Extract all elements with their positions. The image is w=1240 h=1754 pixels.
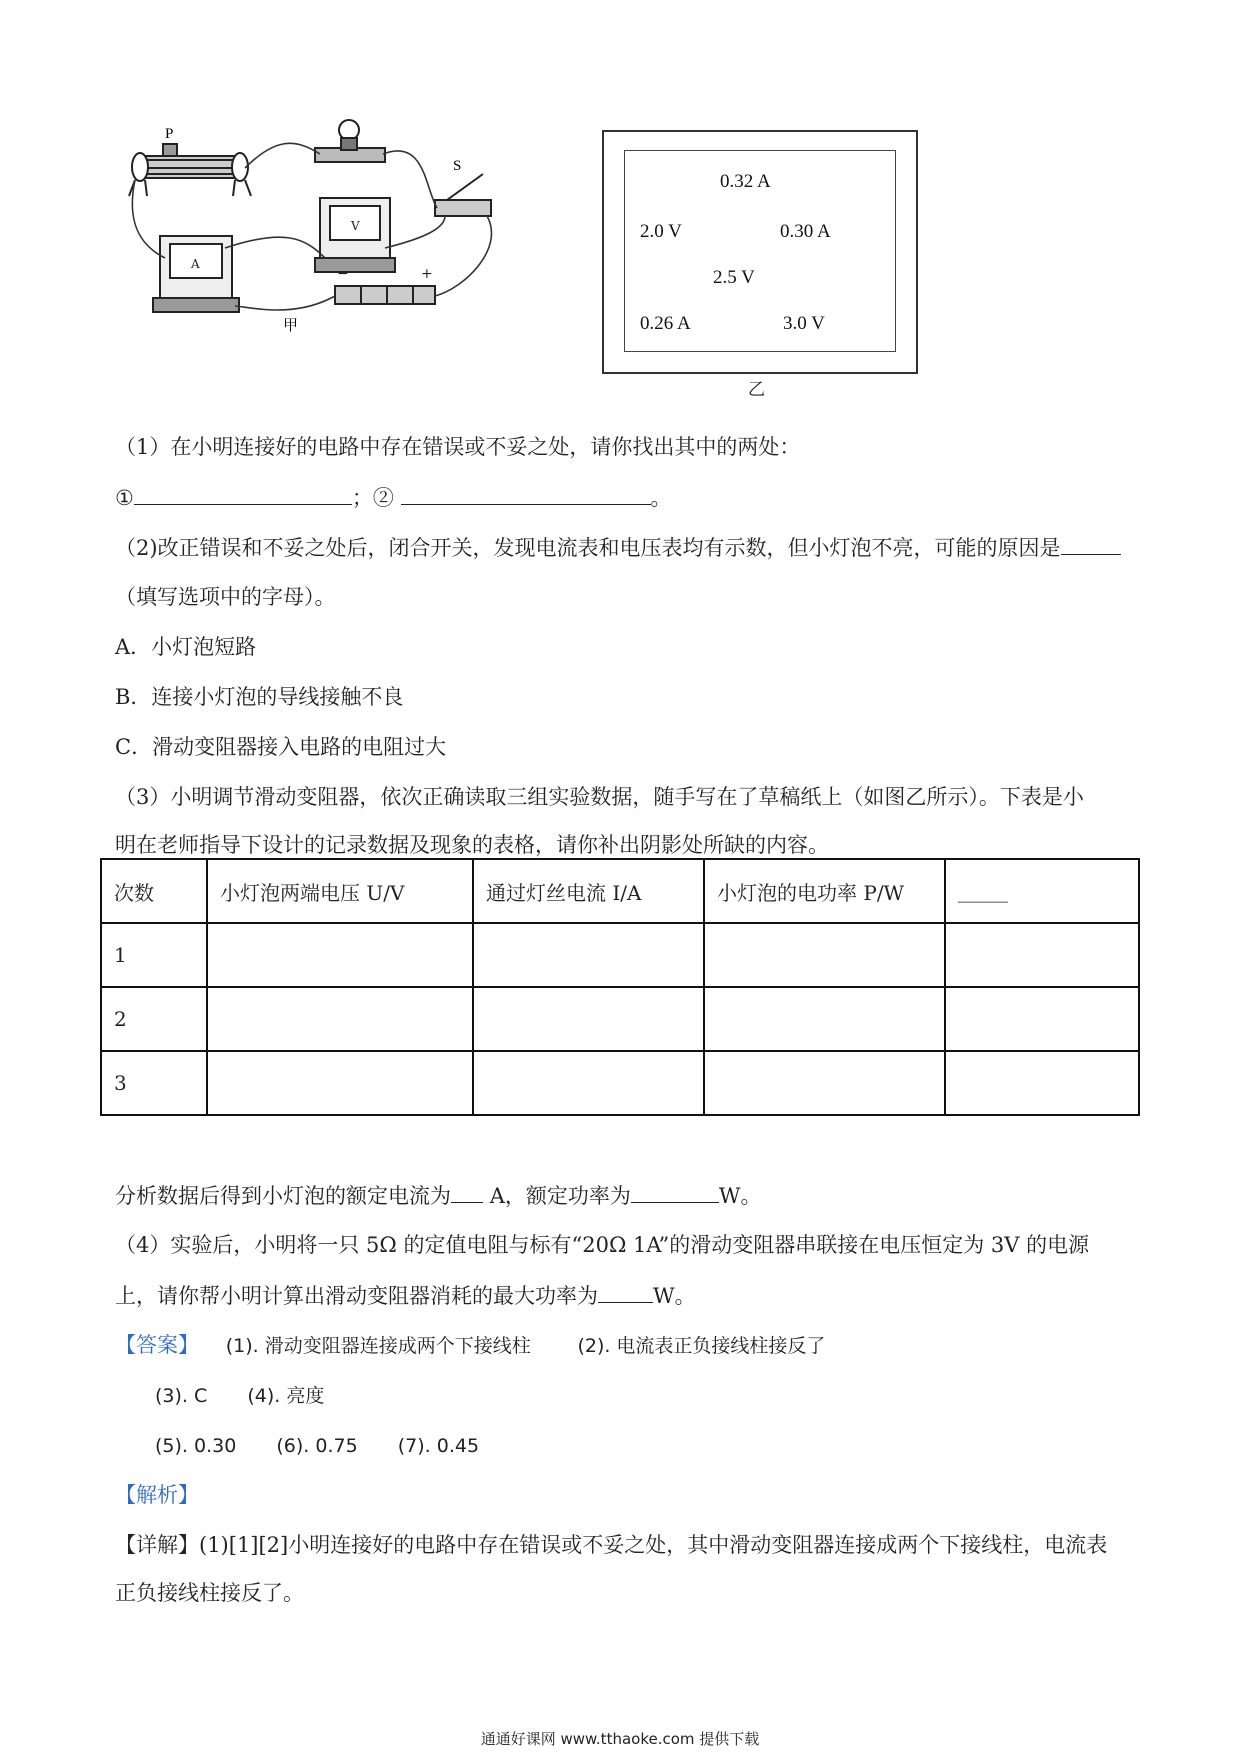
table-cell (207, 987, 473, 1051)
table-cell (945, 923, 1139, 987)
sketch-value: 2.0 V (640, 221, 682, 242)
question-3-line1: （3）小明调节滑动变阻器，依次正确读取三组实验数据，随手写在了草稿纸上（如图乙所示）。下表是小 (115, 785, 1084, 809)
table-row (101, 987, 1139, 1051)
after-text: W。 (718, 1184, 762, 1208)
table-cell (704, 987, 945, 1051)
sketch-paper-inner (624, 150, 896, 352)
question-2-line2: （填写选项中的字母）。 (115, 585, 336, 609)
table-cell: 3 (101, 1051, 207, 1115)
after-text: A，额定功率为 (489, 1184, 631, 1208)
table-cell (945, 1051, 1139, 1115)
answer-blank (451, 1180, 483, 1203)
label-s: S (453, 158, 462, 174)
answer-line3 (155, 1430, 479, 1461)
svg-text:A: A (191, 257, 200, 271)
answer-line2 (155, 1380, 324, 1411)
table-cell: 1 (101, 923, 207, 987)
analysis-detail-line2: 正负接线柱接反了。 (115, 1581, 304, 1605)
switch-icon (435, 174, 491, 216)
table-cell (207, 1051, 473, 1115)
option-c: C．滑动变阻器接入电路的电阻过大 (115, 735, 447, 759)
table-row (101, 923, 1139, 987)
table-cell: 2 (101, 987, 207, 1051)
table-cell (473, 923, 704, 987)
table-header-row (101, 859, 1139, 923)
record-table (100, 858, 1140, 1116)
caption-jia: 甲 (283, 316, 299, 334)
question-2-line1 (115, 532, 1121, 563)
sketch-paper (602, 130, 918, 374)
answer-blank (1061, 532, 1121, 555)
blank-mark-1: ① (115, 486, 134, 510)
answer-item: (2). 电流表正负接线柱接反了 (577, 1335, 826, 1357)
answer-item: (7). 0.45 (397, 1435, 480, 1457)
answer-blank (401, 482, 651, 505)
option-a: A．小灯泡短路 (115, 635, 257, 659)
sketch-value: 3.0 V (783, 313, 825, 334)
question-4-end: W。 (653, 1284, 696, 1308)
after-text: 分析数据后得到小灯泡的额定电流为 (115, 1184, 451, 1208)
circuit-diagram (125, 118, 585, 378)
answer-blank (134, 482, 352, 505)
sketch-value: 0.32 A (720, 171, 771, 192)
voltmeter-icon (315, 198, 395, 272)
question-2-text: （2)改正错误和不妥之处后，闭合开关，发现电流表和电压表均有示数，但小灯泡不亮，可能的原因是 (115, 536, 1061, 560)
table-header-cell: 小灯泡两端电压 U/V (207, 859, 473, 923)
answer-label: 【答案】 (115, 1333, 199, 1357)
question-3-line2: 明在老师指导下设计的记录数据及现象的表格，请你补出阴影处所缺的内容。 (115, 833, 829, 857)
sketch-value: 2.5 V (713, 267, 755, 288)
svg-text:+: + (421, 266, 433, 282)
table-cell (473, 1051, 704, 1115)
answer-blank (598, 1280, 653, 1303)
answer-item: (5). 0.30 (155, 1435, 237, 1457)
analysis-detail-line1: 【详解】(1)[1][2]小明连接好的电路中存在错误或不妥之处，其中滑动变阻器连接成两个下接线柱，电流表 (115, 1533, 1108, 1557)
question-4-line1: （4）实验后，小明将一只 5Ω 的定值电阻与标有“20Ω 1A”的滑动变阻器串联接在电压恒定为 3V 的电源 (115, 1233, 1090, 1257)
sketch-value: 0.30 A (780, 221, 831, 242)
lamp-icon (315, 120, 385, 162)
svg-text:V: V (351, 219, 360, 233)
question-4-line2 (115, 1280, 696, 1311)
table-header-cell: 通过灯丝电流 I/A (473, 859, 704, 923)
table-header-cell: _____ (945, 859, 1139, 923)
blank-end: 。 (650, 486, 672, 510)
label-p: P (165, 126, 174, 142)
sketch-value: 0.26 A (640, 313, 691, 334)
table-row (101, 1051, 1139, 1115)
answer-item: (4). 亮度 (247, 1385, 325, 1407)
svg-text:−: − (337, 266, 349, 282)
table-cell (704, 1051, 945, 1115)
answer-item: (1). 滑动变阻器连接成两个下接线柱 (225, 1335, 531, 1357)
question-3-after (115, 1180, 761, 1211)
answer-line1 (115, 1330, 825, 1361)
question-1: （1）在小明连接好的电路中存在错误或不妥之处，请你找出其中的两处： (115, 435, 801, 459)
table-header-cell: 次数 (101, 859, 207, 923)
analysis-label: 【解析】 (115, 1483, 199, 1507)
answer-item: (3). C (155, 1385, 208, 1407)
option-b: B．连接小灯泡的导线接触不良 (115, 685, 404, 709)
answer-item: (6). 0.75 (276, 1435, 358, 1457)
question-1-blanks (115, 482, 672, 513)
table-cell (945, 987, 1139, 1051)
table-cell (704, 923, 945, 987)
table-cell (207, 923, 473, 987)
page-footer: 通通好课网 www.tthaoke.com 提供下载 (480, 1730, 760, 1748)
blank-mark-2: ② (372, 486, 394, 510)
table-header-cell: 小灯泡的电功率 P/W (704, 859, 945, 923)
caption-yi: 乙 (748, 380, 765, 400)
answer-blank (631, 1180, 719, 1203)
rheostat-icon (129, 144, 251, 196)
question-4-text: 上，请你帮小明计算出滑动变阻器消耗的最大功率为 (115, 1284, 598, 1308)
blank-separator: ； (351, 486, 373, 510)
table-cell (473, 987, 704, 1051)
